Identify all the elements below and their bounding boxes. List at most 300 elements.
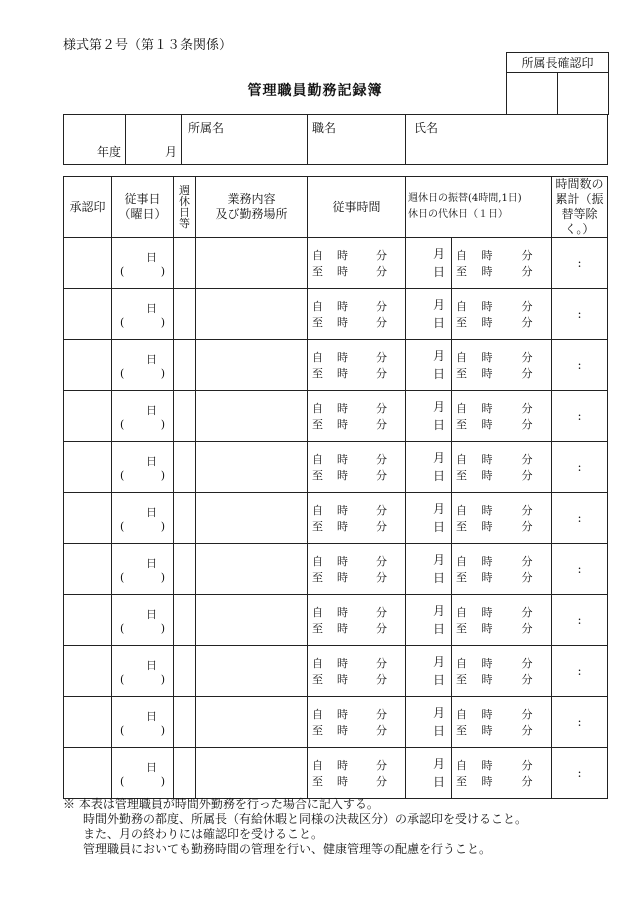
to-label: 至: [456, 418, 467, 431]
to-label: 至: [312, 673, 323, 686]
minute-label: 分: [376, 657, 387, 670]
record-row: [64, 697, 608, 748]
minute-label: 分: [376, 504, 387, 517]
colon-label: :: [577, 409, 582, 423]
minute-label: 分: [376, 555, 387, 568]
hours-total-cell[interactable]: [552, 544, 608, 595]
hour-label: 時: [481, 367, 493, 380]
hours-total-cell[interactable]: [552, 391, 608, 442]
hour-label: 時: [481, 402, 493, 415]
day-label: 日: [432, 265, 445, 279]
approval-stamp-cell[interactable]: [64, 544, 112, 595]
header-substitute-line1: 週休日の振替(4時間,1日): [408, 193, 522, 204]
hours-total-cell[interactable]: [552, 697, 608, 748]
work-content-cell[interactable]: [196, 238, 308, 289]
colon-label: :: [577, 256, 582, 270]
substitute-date-cell[interactable]: [406, 289, 452, 340]
hour-label: 時: [337, 775, 348, 788]
approval-stamp-cell[interactable]: [64, 646, 112, 697]
work-time-cell[interactable]: [308, 238, 406, 289]
paren-open: (: [120, 468, 125, 482]
weekly-holiday-cell[interactable]: [174, 391, 196, 442]
approval-stamp-cell[interactable]: [64, 697, 112, 748]
hour-label: 時: [337, 555, 348, 568]
header-content: [196, 177, 308, 238]
note-2: 時間外勤務の都度、所属長（有給休暇と同様の決裁区分）の承認印を受けること。: [83, 812, 528, 826]
hours-total-cell[interactable]: [552, 238, 608, 289]
minute-label: 分: [521, 571, 533, 584]
day-label: 日: [146, 658, 157, 672]
hour-label: 時: [337, 759, 348, 772]
substitute-time-cell[interactable]: [452, 697, 552, 748]
day-label: 日: [146, 403, 157, 417]
day-label: 日: [146, 709, 157, 723]
from-label: 自: [312, 606, 323, 619]
department-label: 所属名: [188, 121, 225, 135]
work-day-cell[interactable]: [112, 748, 174, 799]
minute-label: 分: [521, 708, 533, 721]
colon-label: :: [577, 358, 582, 372]
minute-label: 分: [521, 657, 533, 670]
hour-label: 時: [481, 673, 493, 686]
note-1: ※ 本表は管理職員が時間外勤務を行った場合に記入する。: [63, 797, 379, 811]
paren-close: ): [160, 621, 165, 635]
work-time-cell[interactable]: [308, 442, 406, 493]
hour-label: 時: [337, 316, 348, 329]
weekly-holiday-cell[interactable]: [174, 493, 196, 544]
day-label: 日: [146, 760, 157, 774]
day-label: 日: [432, 316, 445, 330]
day-label: 日: [432, 418, 445, 432]
minute-label: 分: [376, 708, 387, 721]
substitute-date-cell[interactable]: [406, 646, 452, 697]
minute-label: 分: [521, 453, 533, 466]
work-time-cell[interactable]: [308, 595, 406, 646]
hour-label: 時: [337, 469, 348, 482]
to-label: 至: [456, 775, 467, 788]
work-day-cell[interactable]: [112, 289, 174, 340]
day-label: 日: [432, 367, 445, 381]
paren-close: ): [160, 264, 165, 278]
month-label: 月: [432, 553, 445, 567]
substitute-time-cell[interactable]: [452, 391, 552, 442]
substitute-date-cell[interactable]: [406, 442, 452, 493]
work-day-cell[interactable]: [112, 595, 174, 646]
paren-close: ): [160, 723, 165, 737]
minute-label: 分: [521, 249, 533, 262]
record-row: [64, 493, 608, 544]
work-time-cell[interactable]: [308, 544, 406, 595]
to-label: 至: [312, 469, 323, 482]
substitute-time-cell[interactable]: [452, 289, 552, 340]
hour-label: 時: [337, 402, 348, 415]
hour-label: 時: [337, 622, 348, 635]
record-row: [64, 391, 608, 442]
work-day-cell[interactable]: [112, 238, 174, 289]
from-label: 自: [456, 249, 467, 262]
month-label: 月: [432, 757, 445, 771]
paren-close: ): [160, 417, 165, 431]
day-label: 日: [432, 571, 445, 585]
header-content-line1: 業務内容: [227, 192, 276, 206]
record-row: [64, 289, 608, 340]
to-label: 至: [456, 673, 467, 686]
header-content-line2: 及び勤務場所: [215, 207, 288, 221]
minute-label: 分: [521, 351, 533, 364]
hour-label: 時: [337, 249, 348, 262]
work-day-cell[interactable]: [112, 442, 174, 493]
day-label: 日: [146, 250, 157, 264]
work-time-cell[interactable]: [308, 340, 406, 391]
paren-open: (: [120, 264, 125, 278]
work-time-cell[interactable]: [308, 748, 406, 799]
paren-close: ): [160, 519, 165, 533]
weekly-holiday-cell[interactable]: [174, 748, 196, 799]
month-label: 月: [432, 349, 445, 363]
to-label: 至: [456, 367, 467, 380]
minute-label: 分: [376, 673, 387, 686]
work-content-cell[interactable]: [196, 289, 308, 340]
minute-label: 分: [376, 300, 387, 313]
approval-stamp-cell[interactable]: [64, 391, 112, 442]
approval-stamp-cell[interactable]: [64, 595, 112, 646]
weekly-holiday-cell[interactable]: [174, 340, 196, 391]
hour-label: 時: [337, 571, 348, 584]
day-label: 日: [146, 556, 157, 570]
paren-close: ): [160, 366, 165, 380]
hour-label: 時: [481, 469, 493, 482]
hour-label: 時: [337, 673, 348, 686]
minute-label: 分: [376, 453, 387, 466]
substitute-date-cell[interactable]: [406, 697, 452, 748]
hours-total-cell[interactable]: [552, 340, 608, 391]
work-day-cell[interactable]: [112, 391, 174, 442]
approval-stamp-cell[interactable]: [64, 493, 112, 544]
day-label: 日: [432, 622, 445, 636]
work-content-cell[interactable]: [196, 442, 308, 493]
hour-label: 時: [481, 759, 493, 772]
hours-total-cell[interactable]: [552, 493, 608, 544]
work-day-cell[interactable]: [112, 340, 174, 391]
substitute-date-cell[interactable]: [406, 544, 452, 595]
paren-open: (: [120, 723, 125, 737]
work-day-cell[interactable]: [112, 646, 174, 697]
from-label: 自: [312, 453, 323, 466]
weekly-holiday-cell[interactable]: [174, 442, 196, 493]
paren-open: (: [120, 519, 125, 533]
substitute-date-cell[interactable]: [406, 748, 452, 799]
approval-stamp-cell[interactable]: [64, 442, 112, 493]
approval-stamp-cell[interactable]: [64, 238, 112, 289]
minute-label: 分: [376, 418, 387, 431]
hours-total-cell[interactable]: [552, 289, 608, 340]
hour-label: 時: [337, 520, 348, 533]
hour-label: 時: [337, 418, 348, 431]
from-label: 自: [312, 351, 323, 364]
substitute-time-cell[interactable]: [452, 340, 552, 391]
colon-label: :: [577, 715, 582, 729]
minute-label: 分: [376, 367, 387, 380]
record-row: [64, 442, 608, 493]
from-label: 自: [456, 402, 467, 415]
substitute-time-cell[interactable]: [452, 493, 552, 544]
hour-label: 時: [481, 555, 493, 568]
hour-label: 時: [481, 708, 493, 721]
minute-label: 分: [376, 724, 387, 737]
substitute-date-cell[interactable]: [406, 493, 452, 544]
work-day-cell[interactable]: [112, 544, 174, 595]
approval-stamp-cell[interactable]: [64, 748, 112, 799]
day-label: 日: [146, 454, 157, 468]
work-content-cell[interactable]: [196, 697, 308, 748]
from-label: 自: [312, 249, 323, 262]
fiscal-year-field[interactable]: [64, 115, 126, 165]
colon-label: :: [577, 613, 582, 627]
substitute-time-cell[interactable]: [452, 238, 552, 289]
from-label: 自: [456, 606, 467, 619]
header-weekly-holiday-text: 週休日等: [179, 184, 190, 230]
minute-label: 分: [521, 265, 533, 278]
hour-label: 時: [481, 622, 493, 635]
minute-label: 分: [521, 775, 533, 788]
name-field[interactable]: [406, 115, 608, 165]
work-time-cell[interactable]: [308, 646, 406, 697]
from-label: 自: [456, 300, 467, 313]
minute-label: 分: [521, 504, 533, 517]
from-label: 自: [456, 555, 467, 568]
header-approval: 承認印: [64, 177, 112, 238]
minute-label: 分: [521, 606, 533, 619]
from-label: 自: [456, 657, 467, 670]
from-label: 自: [312, 657, 323, 670]
minute-label: 分: [521, 300, 533, 313]
from-label: 自: [312, 555, 323, 568]
paren-open: (: [120, 417, 125, 431]
work-record-table: [63, 176, 608, 799]
paren-open: (: [120, 621, 125, 635]
to-label: 至: [456, 265, 467, 278]
minute-label: 分: [521, 520, 533, 533]
work-content-cell[interactable]: [196, 748, 308, 799]
approval-stamp-cell[interactable]: [64, 289, 112, 340]
to-label: 至: [312, 775, 323, 788]
stamp-label: 所属長確認印: [507, 53, 609, 73]
hour-label: 時: [481, 418, 493, 431]
hour-label: 時: [481, 351, 493, 364]
substitute-date-cell[interactable]: [406, 595, 452, 646]
hour-label: 時: [337, 724, 348, 737]
paren-close: ): [160, 774, 165, 788]
notes: [63, 797, 623, 857]
hour-label: 時: [337, 708, 348, 721]
hours-total-cell[interactable]: [552, 595, 608, 646]
minute-label: 分: [376, 316, 387, 329]
minute-label: 分: [521, 759, 533, 772]
day-label: 日: [146, 352, 157, 366]
day-label: 日: [432, 673, 445, 687]
from-label: 自: [312, 402, 323, 415]
colon-label: :: [577, 664, 582, 678]
hour-label: 時: [481, 300, 493, 313]
post-field[interactable]: [308, 115, 406, 165]
colon-label: :: [577, 766, 582, 780]
header-row: [64, 177, 608, 238]
work-day-cell[interactable]: [112, 493, 174, 544]
header-work-day-line2: （曜日）: [118, 207, 167, 221]
month-field[interactable]: [126, 115, 182, 165]
approval-stamp-cell[interactable]: [64, 340, 112, 391]
hour-label: 時: [481, 504, 493, 517]
paren-close: ): [160, 570, 165, 584]
colon-label: :: [577, 307, 582, 321]
department-field[interactable]: [182, 115, 308, 165]
work-content-cell[interactable]: [196, 544, 308, 595]
header-work-day-line1: 従事日: [124, 192, 161, 206]
info-table: [63, 114, 608, 165]
work-time-cell[interactable]: [308, 697, 406, 748]
minute-label: 分: [376, 469, 387, 482]
hour-label: 時: [337, 504, 348, 517]
month-label: 月: [432, 706, 445, 720]
hour-label: 時: [337, 367, 348, 380]
to-label: 至: [456, 724, 467, 737]
year-label: 年度: [96, 145, 121, 159]
day-label: 日: [146, 301, 157, 315]
minute-label: 分: [376, 249, 387, 262]
work-time-cell[interactable]: [308, 493, 406, 544]
record-row: [64, 748, 608, 799]
header-substitute-line2: 休日の代休日（１日）: [408, 209, 508, 220]
work-content-cell[interactable]: [196, 340, 308, 391]
minute-label: 分: [521, 673, 533, 686]
minute-label: 分: [521, 367, 533, 380]
from-label: 自: [456, 708, 467, 721]
colon-label: :: [577, 562, 582, 576]
minute-label: 分: [521, 469, 533, 482]
hour-label: 時: [337, 265, 348, 278]
header-hours-total: 時間数の累計（振替等除く。）: [552, 177, 608, 238]
to-label: 至: [312, 571, 323, 584]
work-content-cell[interactable]: [196, 391, 308, 442]
note-4: 管理職員においても勤務時間の管理を行い、健康管理等の配慮を行うこと。: [83, 842, 492, 856]
to-label: 至: [312, 520, 323, 533]
to-label: 至: [312, 622, 323, 635]
paren-close: ): [160, 468, 165, 482]
work-content-cell[interactable]: [196, 646, 308, 697]
hours-total-cell[interactable]: [552, 442, 608, 493]
substitute-time-cell[interactable]: [452, 544, 552, 595]
weekly-holiday-cell[interactable]: [174, 646, 196, 697]
hours-total-cell[interactable]: [552, 748, 608, 799]
to-label: 至: [312, 265, 323, 278]
day-label: 日: [432, 520, 445, 534]
work-content-cell[interactable]: [196, 595, 308, 646]
work-content-cell[interactable]: [196, 493, 308, 544]
name-label: 氏名: [414, 121, 439, 135]
to-label: 至: [312, 316, 323, 329]
substitute-time-cell[interactable]: [452, 442, 552, 493]
day-label: 日: [432, 724, 445, 738]
paren-close: ): [160, 672, 165, 686]
from-label: 自: [456, 453, 467, 466]
minute-label: 分: [521, 402, 533, 415]
substitute-time-cell[interactable]: [452, 595, 552, 646]
hour-label: 時: [481, 657, 493, 670]
header-weekly-holiday: [174, 177, 196, 238]
weekly-holiday-cell[interactable]: [174, 289, 196, 340]
weekly-holiday-cell[interactable]: [174, 697, 196, 748]
page-title: 管理職員勤務記録簿: [247, 83, 383, 99]
from-label: 自: [456, 759, 467, 772]
from-label: 自: [312, 708, 323, 721]
to-label: 至: [312, 724, 323, 737]
to-label: 至: [456, 520, 467, 533]
weekly-holiday-cell[interactable]: [174, 595, 196, 646]
note-3: また、月の終わりには確認印を受けること。: [83, 827, 324, 841]
colon-label: :: [577, 511, 582, 525]
to-label: 至: [456, 316, 467, 329]
month-label: 月: [432, 502, 445, 516]
work-time-cell[interactable]: [308, 289, 406, 340]
day-label: 日: [146, 607, 157, 621]
hour-label: 時: [337, 300, 348, 313]
minute-label: 分: [376, 622, 387, 635]
from-label: 自: [456, 351, 467, 364]
month-label: 月: [432, 655, 445, 669]
to-label: 至: [312, 418, 323, 431]
hour-label: 時: [337, 606, 348, 619]
substitute-time-cell[interactable]: [452, 748, 552, 799]
day-label: 日: [146, 505, 157, 519]
to-label: 至: [456, 622, 467, 635]
month-label: 月: [432, 298, 445, 312]
weekly-holiday-cell[interactable]: [174, 544, 196, 595]
substitute-date-cell[interactable]: [406, 391, 452, 442]
minute-label: 分: [376, 606, 387, 619]
header-work-time: 従事時間: [308, 177, 406, 238]
hour-label: 時: [337, 657, 348, 670]
substitute-time-cell[interactable]: [452, 646, 552, 697]
minute-label: 分: [521, 316, 533, 329]
minute-label: 分: [376, 775, 387, 788]
substitute-date-cell[interactable]: [406, 238, 452, 289]
minute-label: 分: [521, 622, 533, 635]
from-label: 自: [312, 504, 323, 517]
paren-close: ): [160, 315, 165, 329]
to-label: 至: [456, 469, 467, 482]
weekly-holiday-cell[interactable]: [174, 238, 196, 289]
minute-label: 分: [376, 265, 387, 278]
minute-label: 分: [521, 724, 533, 737]
work-day-cell[interactable]: [112, 697, 174, 748]
paren-open: (: [120, 366, 125, 380]
from-label: 自: [312, 759, 323, 772]
minute-label: 分: [376, 759, 387, 772]
minute-label: 分: [376, 351, 387, 364]
form-number: 様式第２号（第１３条関係）: [63, 38, 233, 53]
record-row: [64, 238, 608, 289]
hours-total-cell[interactable]: [552, 646, 608, 697]
paren-open: (: [120, 774, 125, 788]
work-time-cell[interactable]: [308, 391, 406, 442]
hour-label: 時: [337, 453, 348, 466]
from-label: 自: [456, 504, 467, 517]
substitute-date-cell[interactable]: [406, 340, 452, 391]
colon-label: :: [577, 460, 582, 474]
post-label: 職名: [312, 121, 337, 135]
hour-label: 時: [481, 775, 493, 788]
hour-label: 時: [481, 316, 493, 329]
